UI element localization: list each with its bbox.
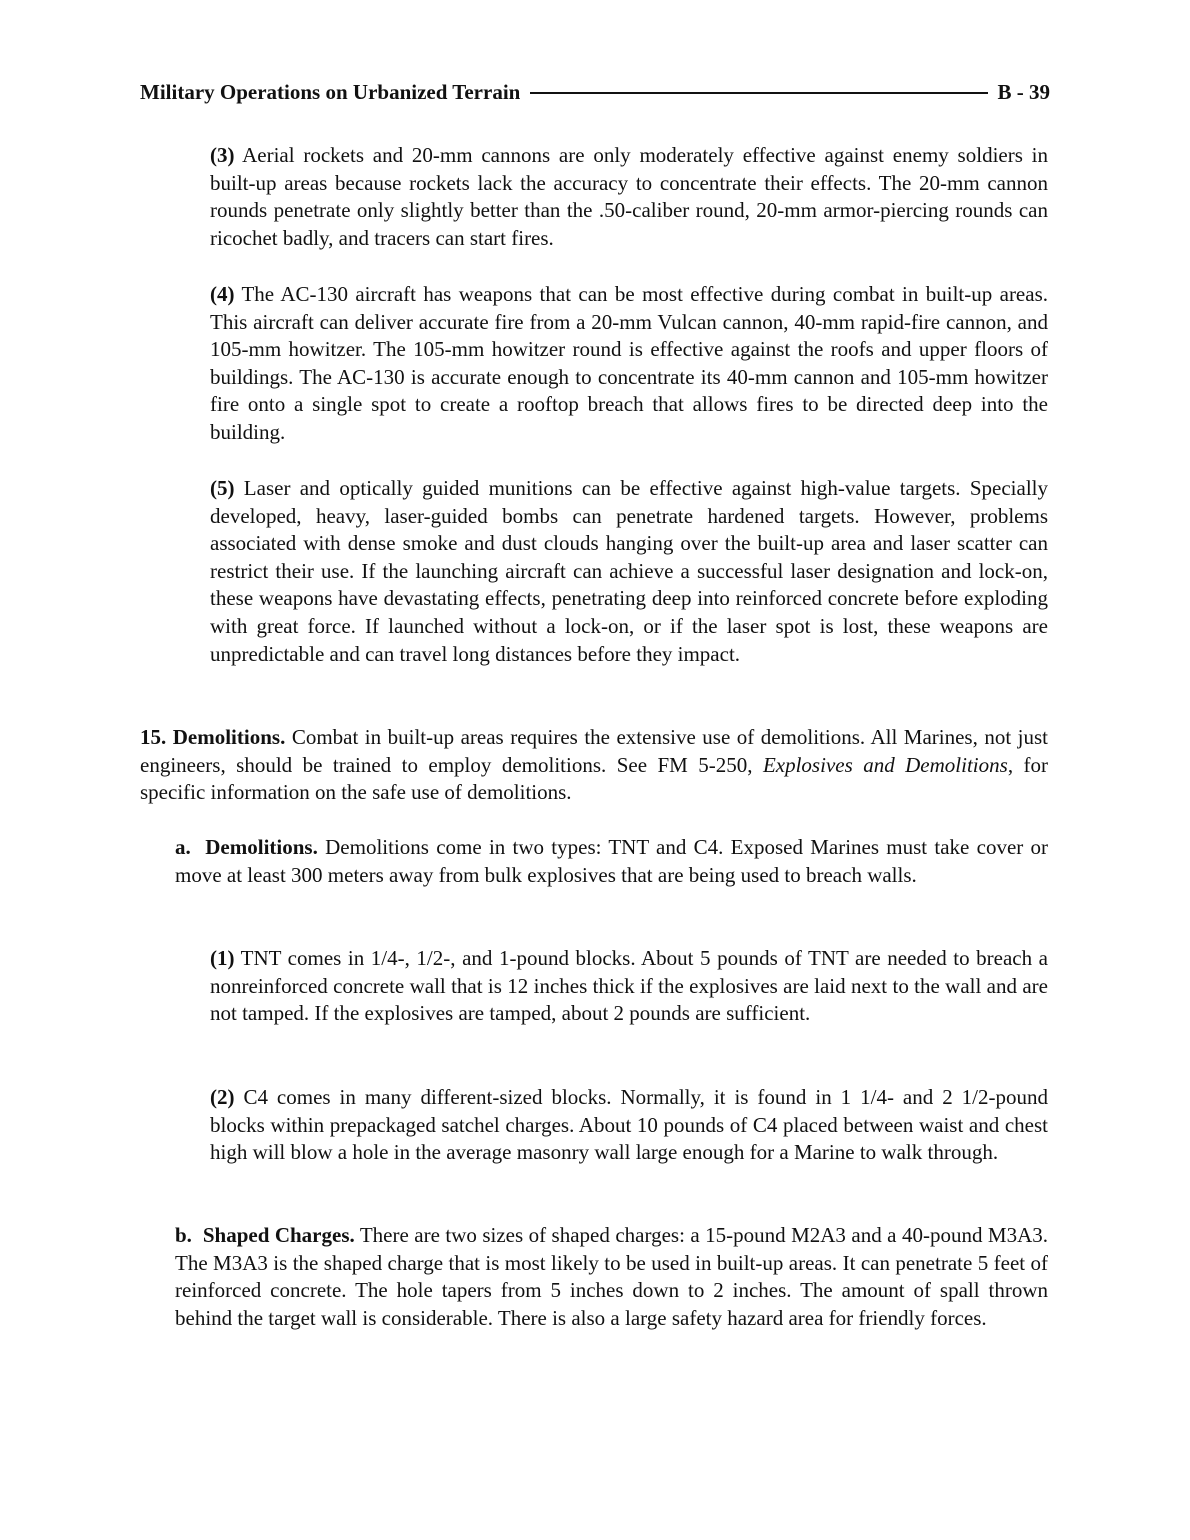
section-15-demolitions bbox=[140, 724, 1048, 807]
paragraph-4-number: (4) bbox=[210, 282, 235, 306]
subsection-b-text: There are two sizes of shaped charges: a 15-pound M2A3 and a 40-pound M3A3. The M3A3 is the shaped charge that is most likely to be used in built-up areas. It can penetrate 5 feet of reinforced concrete. The hole tapers from 5 inches down to 2 inches. The amount of spall thrown behind the target wall is considerable. There is also a large safety hazard area for friendly forces. bbox=[175, 1223, 1048, 1330]
paragraph-3-number: (3) bbox=[210, 143, 235, 167]
paragraph-3-text: Aerial rockets and 20-mm cannons are only moderately effective against enemy soldiers in built-up areas because rockets lack the accuracy to concentrate their effects. The 20-mm cannon rounds penetrate only slightly better than the .50-caliber round, 20-mm armor-piercing rounds can ricochet badly, and tracers can start fires. bbox=[210, 143, 1048, 250]
subsection-a-1-number: (1) bbox=[210, 946, 235, 970]
subsection-b bbox=[175, 1222, 1048, 1332]
subsection-a-2-number: (2) bbox=[210, 1085, 235, 1109]
subsection-a-1 bbox=[210, 945, 1048, 1028]
subsection-a-2 bbox=[210, 1084, 1048, 1167]
subsection-a-text: Demolitions come in two types: TNT and C4. Exposed Marines must take cover or move at least 300 meters away from bulk explosives that are being used to breach walls. bbox=[175, 835, 1049, 887]
subsection-a-1-text: TNT comes in 1/4-, 1/2-, and 1-pound blocks. About 5 pounds of TNT are needed to breach a nonreinforced concrete wall that is 12 inches thick if the explosives are laid next to the wall and are not tamped. If the explosives are tamped, about 2 pounds are sufficient. bbox=[210, 946, 1048, 1026]
paragraph-5-number: (5) bbox=[210, 476, 235, 500]
paragraph-5-text: Laser and optically guided munitions can be effective against high-value targets. Specially developed, heavy, laser-guided bombs can penetrate hardened targets. However, problems associated with dense smoke and dust clouds hanging over the built-up area and laser scatter can restrict their use. If the launching aircraft can achieve a successful laser designation and lock-on, these weapons have devastating effects, penetrating deep into reinforced concrete before exploding with great force. If launched without a lock-on, or if the laser spot is lost, these weapons are unpredictable and can travel long distances before they impact. bbox=[210, 476, 1048, 666]
paragraph-3 bbox=[210, 142, 1048, 252]
reference-title: Explosives and Demolitions bbox=[762, 752, 1008, 777]
paragraph-4-text: The AC-130 aircraft has weapons that can be most effective during combat in built-up areas. This aircraft can deliver accurate fire from a 20-mm Vulcan cannon, 40-mm rapid-fire cannon, and 105-mm howitzer. The 105-mm howitzer round is effective against the roofs and upper floors of buildings. The AC-130 is accurate enough to concentrate its 40-mm cannon and 105-mm howitzer fire onto a single spot to create a rooftop breach that allows fires to be directed deep into the building. bbox=[210, 282, 1048, 444]
section-15-heading: 15. Demolitions. bbox=[140, 725, 286, 749]
section-15-text-after: , for specific information on the safe use of demolitions. bbox=[140, 752, 1048, 805]
subsection-a bbox=[175, 834, 1048, 889]
page-header bbox=[140, 78, 1050, 106]
subsection-a-heading: a. Demolitions. bbox=[175, 835, 318, 859]
section-15-text-before: Combat in built-up areas requires the extensive use of demolitions. All Marines, not just engineers, should be trained to employ demolitions. See FM 5-250, bbox=[140, 725, 1049, 777]
subsection-b-heading: b. Shaped Charges. bbox=[175, 1223, 355, 1247]
subsection-a-2-text: C4 comes in many different-sized blocks. Normally, it is found in 1 1/4- and 2 1/2-pound blocks within prepackaged satchel charges. About 10 pounds of C4 placed between waist and chest high will blow a hole in the average masonry wall large enough for a Marine to walk through. bbox=[210, 1085, 1048, 1165]
header-rule bbox=[530, 92, 987, 94]
paragraph-5 bbox=[210, 475, 1048, 668]
paragraph-4 bbox=[210, 281, 1048, 447]
page-number: B - 39 bbox=[997, 80, 1050, 104]
running-title: Military Operations on Urbanized Terrain bbox=[140, 80, 521, 104]
